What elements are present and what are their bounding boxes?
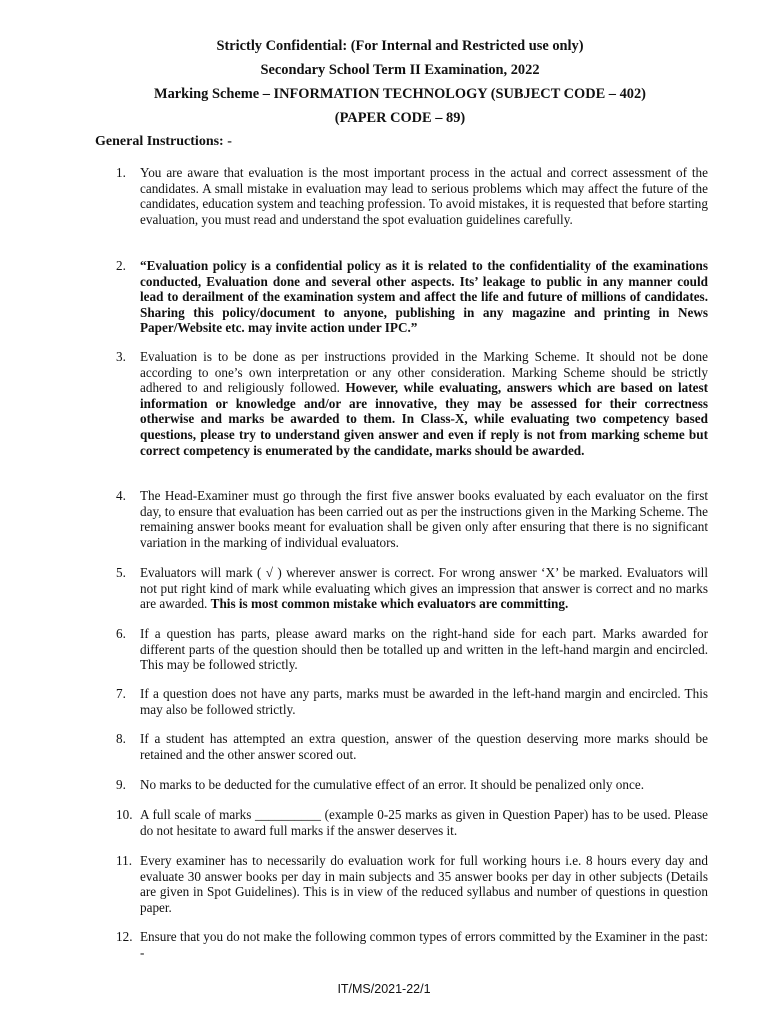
instruction-text: No marks to be deducted for the cumulative effect of an error. It should be penalized only once. [140,777,644,792]
instruction-text: Ensure that you do not make the following common types of errors committed by the Examiner in the past: - [140,929,708,960]
instruction-item [116,258,708,336]
instruction-item [116,731,708,762]
page-footer: IT/MS/2021-22/1 [337,982,431,996]
instruction-number: 11. [116,853,132,868]
paper-code: (PAPER CODE – 89) [334,110,466,126]
instruction-number: 12. [116,929,133,944]
instruction-text: If a question has parts, please award marks on the right-hand side for each part. Marks awarded for different parts of the question should then be totalled up and written in the left-hand margin and encircled. This may be followed strictly. [140,626,708,673]
instruction-text: If a question does not have any parts, marks must be awarded in the left-hand margin and encircled. This may also be followed strictly. [140,686,708,717]
instruction-text: Every examiner has to necessarily do evaluation work for full working hours i.e. 8 hours every day and evaluate 30 answer books per day in main subjects and 35 answer books per day in other subjects (Details are given in Spot Guidelines). This is in view of the reduced syllabus and number of questions in question paper. [140,853,708,915]
document-header [80,34,720,130]
marking-scheme-title: Marking Scheme – INFORMATION TECHNOLOGY (SUBJECT CODE – 402) [154,86,646,102]
instruction-number: 6. [116,626,126,641]
instruction-item [116,807,708,838]
instruction-text: A full scale of marks __________ (example 0-25 marks as given in Question Paper) has to be used. Please do not hesitate to award full marks if the answer deserves it. [140,807,708,838]
instruction-item [116,165,708,227]
confidential-line: Strictly Confidential: (For Internal and Restricted use only) [216,38,584,54]
instruction-item [116,853,708,915]
instruction-item [116,777,708,793]
instruction-text: The Head-Examiner must go through the first five answer books evaluated by each evaluator on the first day, to ensure that evaluation has been carried out as per the instructions given in the Marking Scheme. The remaining answer books meant for evaluation shall be given only after ensuring that there is no significant variation in the marking of individual evaluators. [140,488,708,550]
instruction-item [116,686,708,717]
instruction-number: 9. [116,777,126,792]
instruction-number: 8. [116,731,126,746]
instruction-item [116,349,708,458]
instruction-number: 2. [116,258,126,273]
instruction-number: 1. [116,165,126,180]
instruction-item [116,565,708,612]
instruction-text: “Evaluation policy is a confidential policy as it is related to the confidentiality of the examinations conducted, Evaluation done and several other aspects. Its’ leakage to public in any manner could lead to derailment of the examination system and affect the life and future of millions of candidates. Sharing this policy/document to anyone, publishing in any magazine and printing in News Paper/Website etc. may invite action under IPC.” [140,258,708,336]
instruction-item [116,929,708,960]
general-instructions-heading: General Instructions: - [95,134,232,149]
instruction-number: 4. [116,488,126,503]
instruction-number: 10. [116,807,133,822]
instruction-text: Evaluation is to be done as per instructions provided in the Marking Scheme. It should not be done according to one’s own interpretation or any other consideration. Marking Scheme should be strictly adhered to and religiously followed. However, while evaluating, answers which are based on latest information or knowledge and/or are innovative, they may be assessed for their correctness otherwise and marks be awarded to them. In Class-X, while evaluating two competency based questions, please try to understand given answer and even if reply is not from marking scheme but correct competency is enumerated by the candidate, marks should be awarded. [140,349,708,458]
instruction-text: If a student has attempted an extra question, answer of the question deserving more marks should be retained and the other answer scored out. [140,731,708,762]
instruction-text: Evaluators will mark ( √ ) wherever answer is correct. For wrong answer ‘X’ be marked. Evaluators will not put right kind of mark while evaluating which gives an impression that answer is correct and no marks are awarded. This is most common mistake which evaluators are committing. [140,565,708,612]
instruction-number: 5. [116,565,126,580]
instruction-item [116,626,708,673]
instruction-number: 3. [116,349,126,364]
instruction-item [116,488,708,550]
exam-title: Secondary School Term II Examination, 2022 [260,62,540,78]
instruction-text: You are aware that evaluation is the most important process in the actual and correct assessment of the candidates. A small mistake in evaluation may lead to serious problems which may affect the future of the candidates, education system and teaching profession. To avoid mistakes, it is requested that before starting evaluation, you must read and understand the spot evaluation guidelines carefully. [140,165,708,227]
instruction-number: 7. [116,686,126,701]
